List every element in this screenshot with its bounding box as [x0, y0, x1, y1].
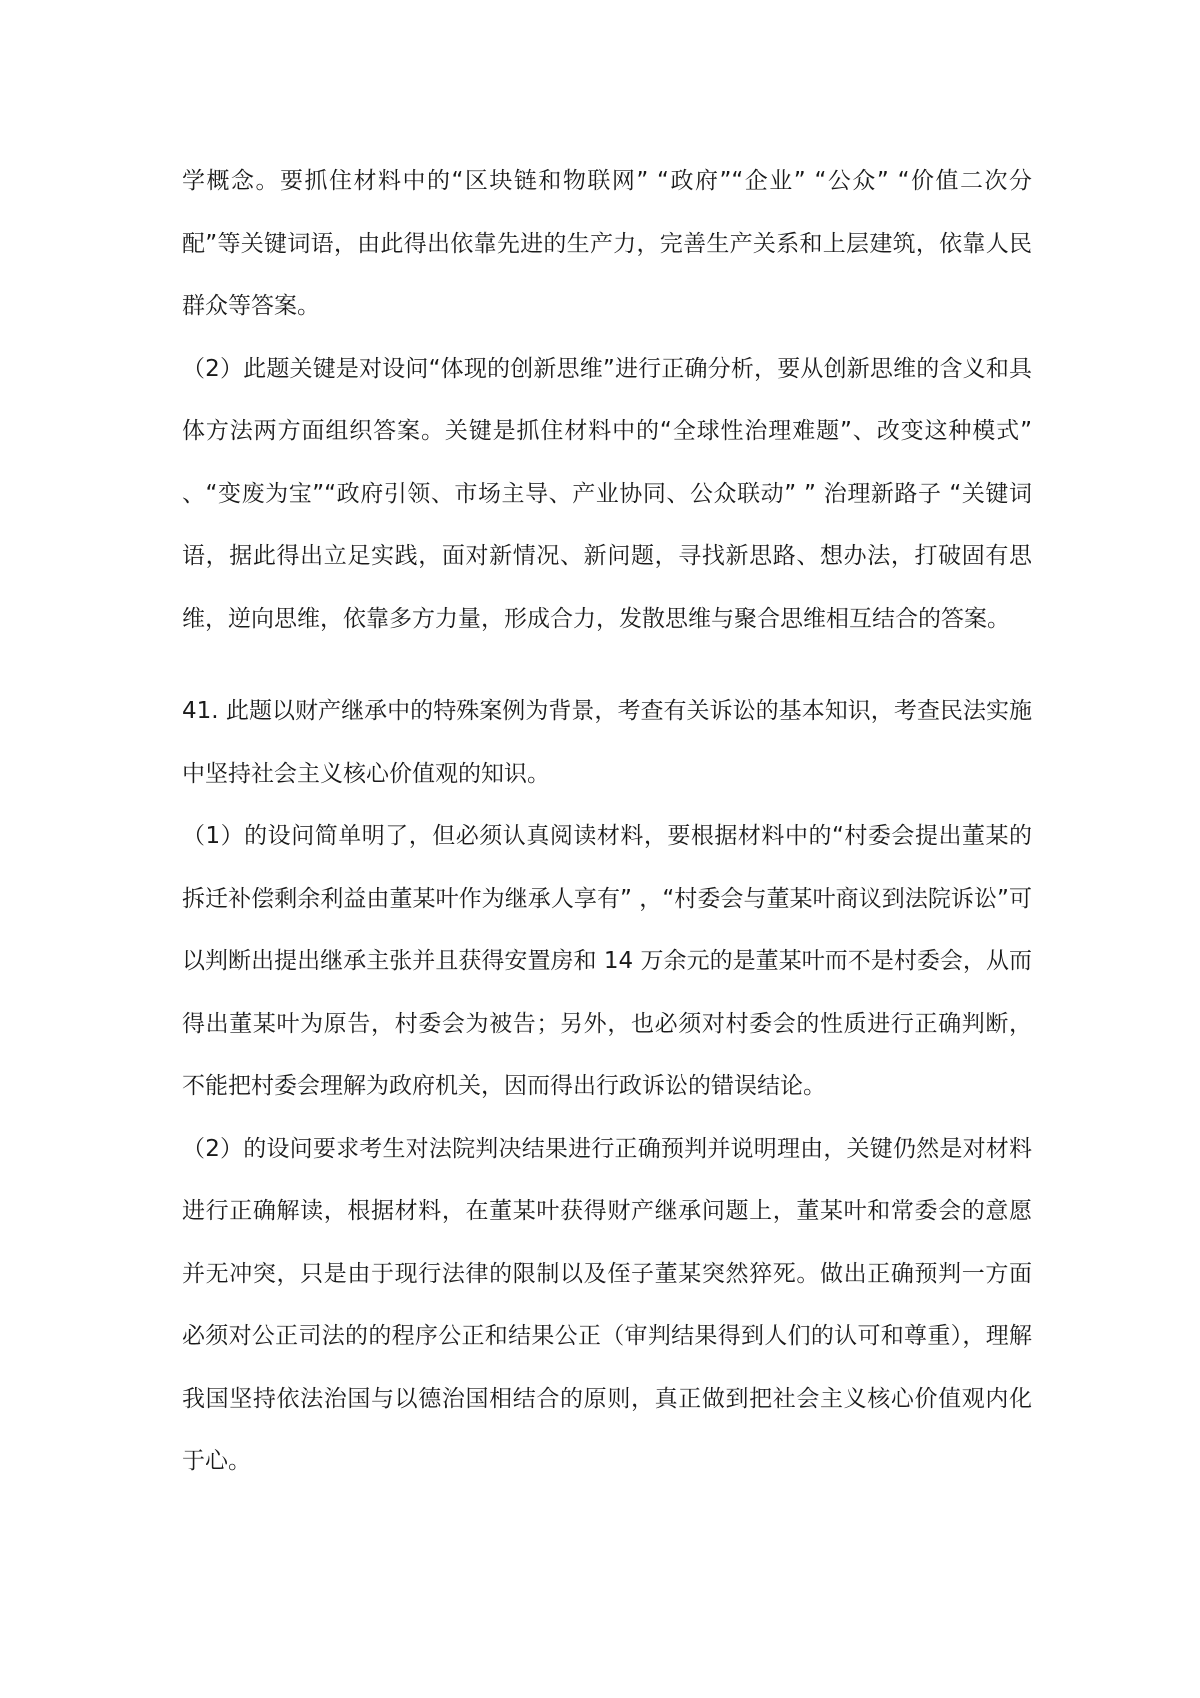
paragraph-answer-41-intro: 41. 此题以财产继承中的特殊案例为背景，考查有关诉讼的基本知识，考查民法实施中坚持社会主义核心价值观的知识。	[182, 698, 1032, 787]
paragraph-answer-41-2: （2）的设问要求考生对法院判决结果进行正确预判并说明理由，关键仍然是对材料进行正确解读，根据材料，在董某叶获得财产继承问题上，董某叶和常委会的意愿并无冲突，只是由于现行法律的限制以及侄子董某突然猝死。做出正确预判一方面必须对公正司法的的程序公正和结果公正（审判结果得到人们的认可和尊重），理解我国坚持依法治国与以德治国相结合的原则，真正做到把社会主义核心价值观内化于心。	[182, 1135, 1032, 1474]
paragraph-answer-41-1: （1）的设问简单明了，但必须认真阅读材料，要根据材料中的“村委会提出董某的拆迁补偿剩余利益由董某叶作为继承人享有” ，“村委会与董某叶商议到法院诉讼”可以判断出提出继承主张并且获得安置房和 14 万余元的是董某叶而不是村委会，从而得出董某叶为原告，村委会为被告；另外，也必须对村委会的性质进行正确判断，不能把村委会理解为政府机关，因而得出行政诉讼的错误结论。	[182, 823, 1032, 1099]
paragraph-answer-40-1-continued: 学概念。要抓住材料中的“区块链和物联网” “政府”“企业” “公众” “价值二次分配”等关键词语，由此得出依靠先进的生产力，完善生产关系和上层建筑，依靠人民群众等答案。	[182, 168, 1032, 319]
paragraph-gap	[182, 650, 1032, 680]
document-body	[182, 150, 1032, 1493]
paragraph-answer-40-2: （2）此题关键是对设问“体现的创新思维”进行正确分析，要从创新思维的含义和具体方法两方面组织答案。关键是抓住材料中的“全球性治理难题”、改变这种模式” 、“变废为宝”“政府引领、市场主导、产业协同、公众联动” ” 治理新路子 “关键词语，据此得出立足实践，面对新情况、新问题，寻找新思路、想办法，打破固有思维，逆向思维，依靠多方力量，形成合力，发散思维与聚合思维相互结合的答案。	[182, 355, 1032, 632]
